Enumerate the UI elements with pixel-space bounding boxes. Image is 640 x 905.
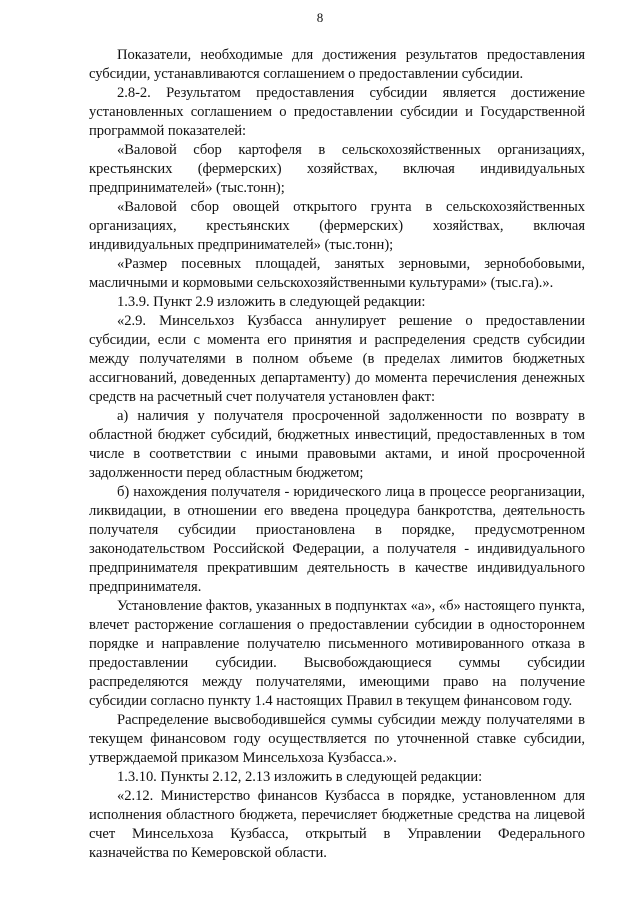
- paragraph-item-a: а) наличия у получателя просроченной задолженности по возврату в областной бюджет субсидий, бюджетных инвестиций, предоставленных в том числе в соответствии с иными правовыми актами, и иной просроченной задолженности перед областным бюджетом;: [89, 408, 585, 481]
- paragraph-1-3-9: 1.3.9. Пункт 2.9 изложить в следующей редакции:: [117, 294, 426, 310]
- document-body: [89, 46, 585, 863]
- paragraph-sown-area: «Размер посевных площадей, занятых зерновыми, зернобобовыми, масличными и кормовыми сельскохозяйственными культурами» (тыс.га).».: [89, 256, 585, 291]
- paragraph-facts-consequence: Установление фактов, указанных в подпунктах «а», «б» настоящего пункта, влечет расторжение соглашения о предоставлении субсидии в одностороннем порядке и направление получателю письменного мотивированного отказа в предоставлении субсидии. Высвобождающиеся суммы субсидии распределяются между получателями, имеющими право на получение субсидии согласно пункту 1.4 настоящих Правил в текущем финансовом году.: [89, 598, 585, 709]
- paragraph-potato-yield: «Валовой сбор картофеля в сельскохозяйственных организациях, крестьянских (фермерских) хозяйствах, включая индивидуальных предпринимателей» (тыс.тонн);: [89, 142, 585, 196]
- paragraph-redistribution: Распределение высвободившейся суммы субсидии между получателями в текущем финансовом году осуществляется по уточненной ставке субсидии, утверждаемой приказом Минсельхоза Кузбасса.».: [89, 712, 585, 766]
- paragraph-item-b: б) нахождения получателя - юридического лица в процессе реорганизации, ликвидации, в отношении его введена процедура банкротства, деятельность получателя субсидии приостановлена в порядке, предусмотренном законодательством Российской Федерации, а получателя - индивидуального предпринимателя прекратившим деятельность в качестве индивидуального предпринимателя.: [89, 484, 585, 595]
- paragraph-2-9: «2.9. Минсельхоз Кузбасса аннулирует решение о предоставлении субсидии, если с момента его принятия и распределения средств субсидии между получателями в полном объеме (в пределах лимитов бюджетных ассигнований, доведенных департаменту) до момента перечисления денежных средств на расчетный счет получателя установлен факт:: [89, 313, 585, 405]
- page-number: 8: [316, 10, 324, 25]
- paragraph-2-8-2: 2.8-2. Результатом предоставления субсидии является достижение установленных соглашением о предоставлении субсидии и Государственной программой показателей:: [89, 85, 585, 139]
- paragraph-vegetable-yield: «Валовой сбор овощей открытого грунта в сельскохозяйственных организациях, крестьянских (фермерских) хозяйствах, включая индивидуальных предпринимателей» (тыс.тонн);: [89, 199, 585, 253]
- paragraph-indicators: Показатели, необходимые для достижения результатов предоставления субсидии, устанавливаются соглашением о предоставлении субсидии.: [89, 47, 585, 82]
- paragraph-1-3-10: 1.3.10. Пункты 2.12, 2.13 изложить в следующей редакции:: [117, 769, 483, 785]
- paragraph-2-12: «2.12. Министерство финансов Кузбасса в порядке, установленном для исполнения областного бюджета, перечисляет бюджетные средства на лицевой счет Минсельхоза Кузбасса, открытый в Управлении Федерального казначейства по Кемеровской области.: [89, 788, 585, 861]
